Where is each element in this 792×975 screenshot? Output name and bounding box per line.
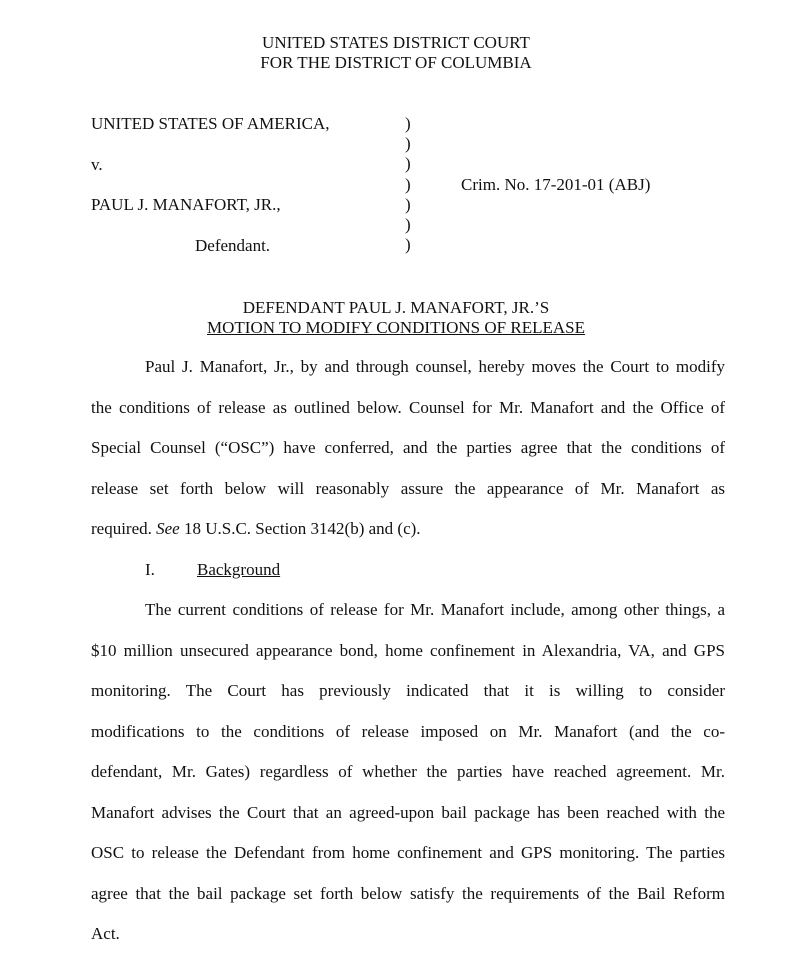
caption-defendant-role: Defendant.	[195, 236, 271, 255]
caption-paren: )	[405, 235, 411, 255]
section-title: Background	[197, 560, 281, 579]
intro-line: Paul J. Manafort, Jr., by and through counsel, hereby moves the Court to modify	[145, 357, 725, 376]
caption-paren: )	[405, 194, 411, 214]
see-signal: See	[156, 519, 180, 538]
caption-paren: )	[405, 174, 411, 194]
court-district: FOR THE DISTRICT OF COLUMBIA	[260, 53, 532, 72]
caption-paren: )	[405, 215, 411, 235]
background-line: modifications to the conditions of release imposed on Mr. Manafort (and the co-	[91, 722, 725, 741]
caption-paren: )	[405, 114, 411, 133]
caption-plaintiff: UNITED STATES OF AMERICA,	[91, 114, 330, 133]
statute-citation: 18 U.S.C. Section 3142(b) and (c).	[179, 519, 421, 538]
caption-versus: v.	[91, 155, 103, 174]
background-last-line: Act.	[91, 924, 120, 943]
case-number: Crim. No. 17-201-01 (ABJ)	[461, 175, 651, 194]
background-line: agree that the bail package set forth below satisfy the requirements of the Bail Reform	[91, 884, 725, 903]
intro-line: the conditions of release as outlined below. Counsel for Mr. Manafort and the Office of	[91, 398, 725, 417]
background-line: The current conditions of release for Mr. Manafort include, among other things, a	[145, 600, 725, 619]
background-line: defendant, Mr. Gates) regardless of whether the parties have reached agreement. Mr.	[91, 762, 725, 781]
caption-paren: )	[405, 134, 411, 154]
background-line: monitoring. The Court has previously indicated that it is willing to consider	[91, 681, 725, 700]
caption-paren: )	[405, 154, 411, 174]
court-header	[0, 33, 792, 73]
caption-parentheses	[405, 114, 411, 255]
background-line: OSC to release the Defendant from home confinement and GPS monitoring. The parties	[91, 843, 725, 862]
intro-last-line	[91, 519, 421, 539]
section-heading	[145, 560, 280, 580]
background-line: Manafort advises the Court that an agreed-upon bail package has been reached with the	[91, 803, 725, 822]
intro-line: release set forth below will reasonably assure the appearance of Mr. Manafort as	[91, 479, 725, 498]
motion-title-line2: MOTION TO MODIFY CONDITIONS OF RELEASE	[207, 318, 585, 337]
caption-defendant: PAUL J. MANAFORT, JR.,	[91, 195, 281, 214]
background-line: $10 million unsecured appearance bond, home confinement in Alexandria, VA, and GPS	[91, 641, 725, 660]
motion-title-line1: DEFENDANT PAUL J. MANAFORT, JR.’S	[242, 298, 550, 317]
court-name: UNITED STATES DISTRICT COURT	[262, 33, 530, 52]
section-numeral: I.	[145, 560, 155, 579]
motion-title	[0, 298, 792, 338]
intro-line: Special Counsel (“OSC”) have conferred, and the parties agree that the conditions of	[91, 438, 725, 457]
intro-text: required.	[91, 519, 157, 538]
